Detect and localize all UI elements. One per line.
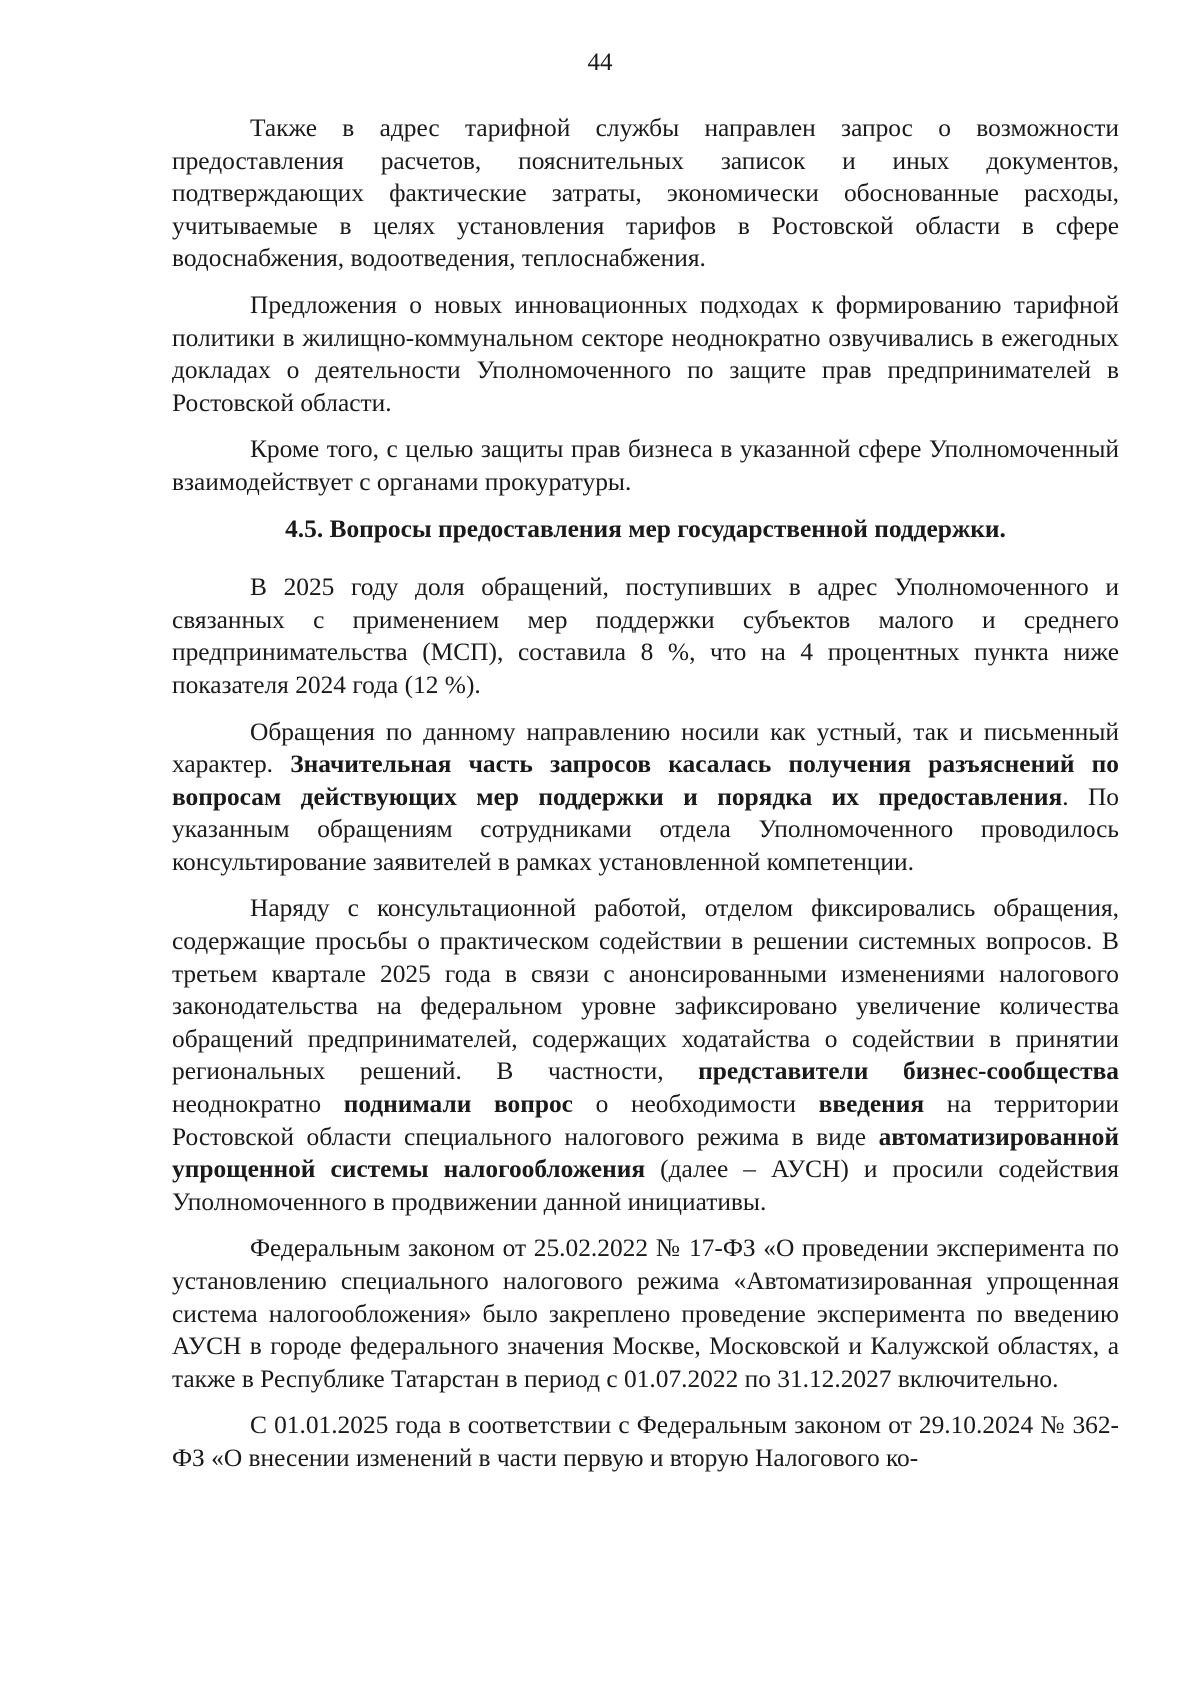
text-run: Также в адрес тарифной службы направлен запрос о возможности предоставления расчетов, пояснительных записок и иных документов, подтверждающих фактические затраты, экономически обоснованные расходы, учитываемые в целях установления тарифов в Ростовской области в сфере водоснабжения, водоотведения, теплоснабжения.	[172, 114, 1119, 273]
paragraph	[172, 1232, 1119, 1395]
paragraph	[172, 1409, 1119, 1474]
paragraph	[172, 433, 1119, 498]
page-number: 44	[587, 49, 613, 76]
text-run: неоднократно	[172, 1090, 344, 1119]
text-run: на территории Ростовской области специального налогового режима в виде	[172, 1090, 1119, 1151]
text-run: (далее – АУСН) и просили содействия Уполномоченного в продвижении данной инициативы.	[172, 1155, 1119, 1216]
paragraph	[172, 289, 1119, 419]
bold-text-run: Значительная часть запросов касалась получения разъяснений по вопросам действующих мер поддержки и порядка их предоставления	[172, 750, 1119, 811]
text-run: о необходимости	[572, 1090, 819, 1119]
text-run: Предложения о новых инновационных подходах к формированию тарифной политики в жилищно-коммунальном секторе неоднократно озвучивались в ежегодных докладах о деятельности Уполномоченного по защите прав предпринимателей в Ростовской области.	[172, 290, 1119, 417]
paragraph	[172, 892, 1119, 1218]
text-run: С 01.01.2025 года в соответствии с Федеральным законом от 29.10.2024 № 362-ФЗ «О внесении изменений в части первую и вторую Налогового ко-	[172, 1411, 1119, 1472]
bold-text-run: представители бизнес-сообщества	[698, 1057, 1119, 1086]
paragraph	[172, 571, 1119, 701]
text-run: Кроме того, с целью защиты прав бизнеса в указанной сфере Уполномоченный взаимодействует с органами прокуратуры.	[172, 435, 1119, 496]
paragraph	[172, 716, 1119, 879]
bold-text-run: автоматизированной упрощенной системы налогообложения	[172, 1122, 1119, 1184]
text-run: Обращения по данному направлению носили как устный, так и письменный характер.	[172, 717, 1119, 779]
document-body	[172, 112, 1119, 1489]
text-run: В 2025 году доля обращений, поступивших в адрес Уполномоченного и связанных с применением мер поддержки субъектов малого и среднего предпринимательства (МСП), составила 8 %, что на 4 процентных пункта ниже показателя 2024 года (12 %).	[172, 573, 1119, 699]
bold-text-run: поднимали вопрос	[343, 1090, 573, 1119]
section-heading: 4.5. Вопросы предоставления мер государственной поддержки.	[285, 514, 1006, 543]
paragraph	[172, 112, 1119, 275]
text-run: Федеральным законом от 25.02.2022 № 17-ФЗ «О проведении эксперимента по установлению специального налогового режима «Автоматизированная упрощенная система налогообложения» было закреплено проведение эксперимента по введению АУСН в городе федерального значения Москве, Московской и Калужской областях, а также в Республике Татарстан в период с 01.07.2022 по 31.12.2027 включительно.	[172, 1234, 1119, 1393]
text-run: Наряду с консультационной работой, отделом фиксировались обращения, содержащие просьбы о практическом содействии в решении системных вопросов. В третьем квартале 2025 года в связи с анонсированными изменениями налогового законодательства на федеральном уровне зафиксировано увеличение количества обращений предпринимателей, содержащих ходатайства о содействии в принятии региональных решений. В частности,	[172, 894, 1119, 1086]
text-run: . По указанным обращениям сотрудниками отдела Уполномоченного проводилось консультирование заявителей в рамках установленной компетенции.	[172, 782, 1119, 876]
bold-text-run: введения	[818, 1090, 925, 1119]
